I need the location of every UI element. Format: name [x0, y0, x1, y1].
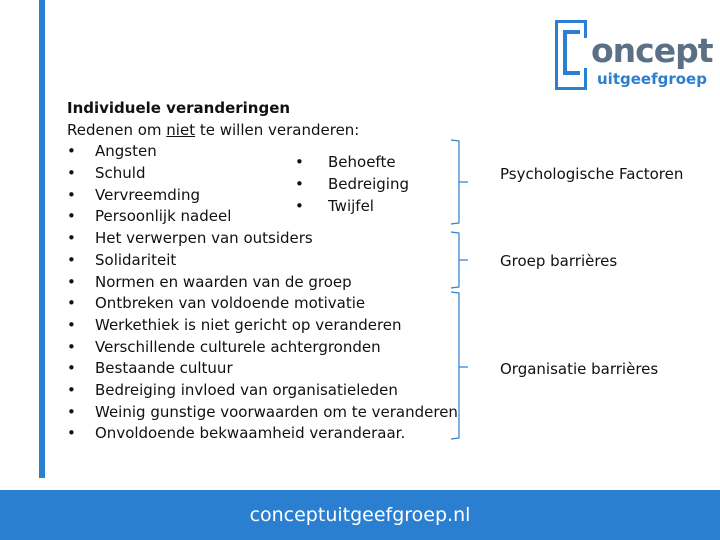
- second-column-item-text: Twijfel: [328, 197, 374, 215]
- bullet-marker: •: [67, 164, 76, 183]
- bullet-marker: •: [67, 294, 76, 313]
- intro-before: Redenen om: [67, 120, 167, 139]
- list-item-text: Bestaande cultuur: [95, 359, 233, 378]
- organisation-bracket: [451, 292, 459, 439]
- bullet-marker: •: [67, 250, 76, 269]
- logo-word: oncept: [591, 31, 713, 70]
- intro-after: te willen veranderen:: [195, 120, 360, 139]
- bullet-marker: •: [67, 207, 76, 226]
- factor-organisation: Organisatie barrières: [500, 360, 659, 378]
- list-item-text: Angsten: [95, 142, 157, 161]
- bullet-marker: •: [67, 142, 76, 161]
- list-item-text: Vervreemding: [95, 185, 200, 204]
- footer-bar: [0, 490, 720, 540]
- bullet-marker: •: [295, 175, 304, 193]
- list-item-text: Weinig gunstige voorwaarden om te veranderen: [95, 402, 458, 421]
- bullet-marker: •: [67, 185, 76, 204]
- bullet-marker: •: [67, 315, 76, 334]
- list-item-text: Verschillende culturele achtergronden: [95, 337, 381, 356]
- bullet-marker: •: [67, 337, 76, 356]
- bullet-marker: •: [67, 359, 76, 378]
- footer-website[interactable]: conceptuitgeefgroep.nl: [249, 504, 471, 526]
- factor-psychological: Psychologische Factoren: [500, 165, 684, 183]
- second-column-item-text: Behoefte: [328, 153, 396, 171]
- list-item-text: Bedreiging invloed van organisatieleden: [95, 380, 398, 399]
- bullet-marker: •: [67, 424, 76, 443]
- intro-underlined: niet: [166, 120, 196, 139]
- factor-group: Groep barrières: [500, 252, 618, 270]
- logo-subtitle: uitgeefgroep: [597, 70, 707, 88]
- bullet-marker: •: [67, 380, 76, 399]
- list-item-text: Werkethiek is niet gericht op veranderen: [95, 315, 402, 334]
- list-item-text: Het verwerpen van outsiders: [95, 229, 313, 248]
- bullet-marker: •: [295, 153, 304, 171]
- list-item-text: Ontbreken van voldoende motivatie: [95, 294, 366, 313]
- list-item-text: Persoonlijk nadeel: [95, 207, 232, 226]
- list-item-text: Onvoldoende bekwaamheid veranderaar.: [95, 424, 406, 443]
- second-column-item-text: Bedreiging: [328, 175, 409, 193]
- bullet-marker: •: [67, 402, 76, 421]
- psychological-bracket: [451, 140, 459, 224]
- list-item-text: Normen en waarden van de groep: [95, 272, 352, 291]
- slide-heading: Individuele veranderingen: [67, 99, 291, 117]
- bullet-marker: •: [67, 229, 76, 248]
- group-bracket: [451, 232, 459, 288]
- list-item-text: Solidariteit: [95, 250, 177, 269]
- bullet-marker: •: [67, 272, 76, 291]
- bullet-marker: •: [295, 197, 304, 215]
- list-item-text: Schuld: [95, 164, 146, 183]
